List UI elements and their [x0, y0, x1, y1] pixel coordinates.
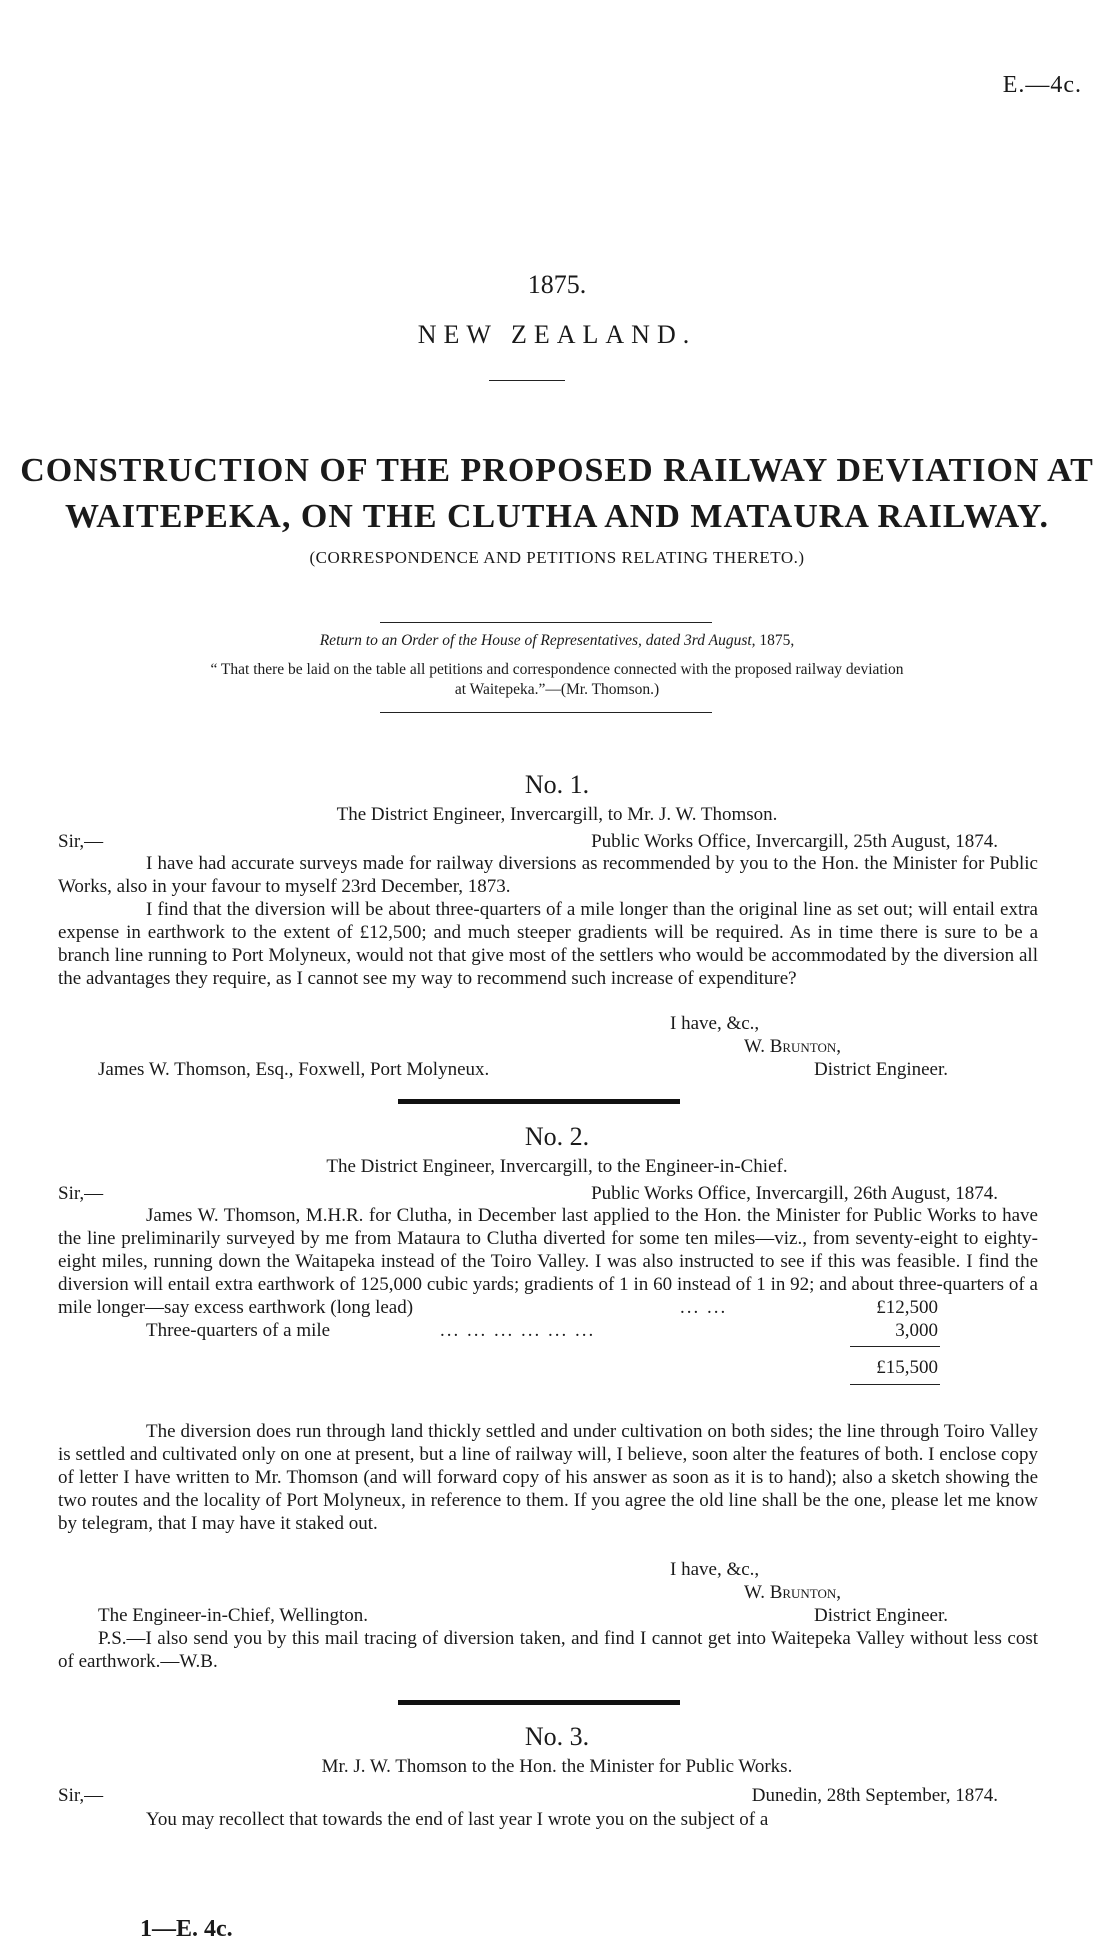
letter-1-place-date: Public Works Office, Invercargill, 25th August, 1874. — [591, 831, 998, 852]
letter-2-postscript: P.S.—I also send you by this mail tracing of diversion taken, and find I cannot get into Waitepeka Valley without less cost of earthwork.—W.B. — [58, 1628, 1038, 1672]
section-divider-2 — [398, 1700, 680, 1705]
divider-short — [489, 380, 565, 381]
letter-1-signer-title: District Engineer. — [814, 1059, 949, 1080]
letter-2-paragraph-1: James W. Thomson, M.H.R. for Clutha, in December last applied to the Hon. the Minister for Public Works to have the line preliminarily surveyed by me from Mataura to Clutha diverted for some ten miles—viz., from seventy-eight to eighty-eight miles, running down the Waitapeka instead of the Toiro Valley. I was also instructed to see if this was feasible. I find the diversion will entail extra earthwork of 125,000 cubic yards; gradients of 1 in 60 instead of 1 in 92; and about three-quarters of a mile longer—say excess earthwork (long lead) — [58, 1205, 1038, 1318]
letter-2-paragraph-2: The diversion does run through land thickly settled and under cultivation on both sides; the line through Toiro Valley is settled and cultivated only on one at present, but a line of railway will, I believe, soon alter the features of both. I enclose copy of letter I have written to Mr. Thomson (and will forward copy of his answer as soon as it is to hand); also a sketch showing the two routes and the locality of Port Molyneux, in reference to them. If you agree the old line shall be the one, please let me know by telegram, that I may have it staked out. — [58, 1421, 1038, 1534]
letter-1-closing: I have, &c., — [670, 1013, 760, 1034]
letter-3-from-to: Mr. J. W. Thomson to the Hon. the Minister for Public Works. — [321, 1756, 793, 1777]
letter-3-number: No. 3. — [524, 1722, 590, 1751]
country-heading: NEW ZEALAND. — [417, 320, 697, 349]
cost-row-2-label: Three-quarters of a mile — [146, 1320, 331, 1341]
section-divider-1 — [398, 1099, 680, 1104]
cost-total: £15,500 — [876, 1357, 938, 1378]
cost-row-1-leaders: ... ... — [680, 1297, 728, 1318]
cost-row-2-amount: 3,000 — [895, 1320, 938, 1341]
letter-2-place-date: Public Works Office, Invercargill, 26th August, 1874. — [591, 1183, 998, 1204]
document-title — [0, 448, 1114, 540]
title-line-1: CONSTRUCTION OF THE PROPOSED RAILWAY DEVIATION AT — [20, 452, 1094, 489]
return-order-line-1: Return to an Order of the House of Representatives, dated 3rd August, 1875, — [319, 632, 795, 649]
letter-2-number: No. 2. — [524, 1122, 590, 1151]
letter-1-from-to: The District Engineer, Invercargill, to Mr. J. W. Thomson. — [336, 804, 778, 825]
letter-3-place-date: Dunedin, 28th September, 1874. — [751, 1785, 998, 1806]
letter-1-number: No. 1. — [524, 770, 590, 799]
document-subtitle: (CORRESPONDENCE AND PETITIONS RELATING THERETO.) — [309, 548, 805, 567]
letter-1-addressee: James W. Thomson, Esq., Foxwell, Port Molyneux. — [98, 1059, 490, 1080]
page-reference: E.—4c. — [1002, 72, 1082, 98]
letter-2-signature: W. Brunton, — [744, 1582, 842, 1603]
letter-2-closing: I have, &c., — [670, 1559, 760, 1580]
letter-2-from-to: The District Engineer, Invercargill, to the Engineer-in-Chief. — [326, 1156, 788, 1177]
letter-3-salutation: Sir,— — [58, 1785, 104, 1806]
letter-2-signer-title: District Engineer. — [814, 1605, 949, 1626]
letter-2-salutation: Sir,— — [58, 1183, 104, 1204]
letter-1-paragraph-1: I have had accurate surveys made for railway diversions as recommended by you to the Hon. the Minister for Public Works, also in your favour to myself 23rd December, 1873. — [58, 853, 1038, 897]
title-line-2: WAITEPEKA, ON THE CLUTHA AND MATAURA RAILWAY. — [65, 498, 1049, 535]
letter-2-addressee: The Engineer-in-Chief, Wellington. — [98, 1605, 368, 1626]
divider-return-top — [380, 622, 712, 623]
divider-return-bottom — [380, 712, 712, 713]
footer-reference: 1—E. 4c. — [140, 1916, 233, 1942]
cost-row-1-amount: £12,500 — [876, 1297, 938, 1318]
sum-rule-top — [850, 1346, 940, 1347]
return-order-body — [0, 660, 1114, 700]
sum-rule-bottom — [850, 1384, 940, 1385]
letter-1-signature: W. Brunton, — [744, 1036, 842, 1057]
letter-3-paragraph-1: You may recollect that towards the end of last year I wrote you on the subject of a — [146, 1809, 769, 1830]
cost-row-2-leaders: ... ... ... ... ... ... — [440, 1320, 596, 1341]
return-order-line-2: “ That there be laid on the table all petitions and correspondence connected with the proposed railway deviation — [210, 661, 904, 678]
letter-1-paragraph-2: I find that the diversion will be about three-quarters of a mile longer than the original line as set out; will entail extra expense in earthwork to the extent of £12,500; and much steeper gradients will be required. As in time there is sure to be a branch line running to Port Molyneux, would not that give most of the settlers who would be accommodated by the diversion all the advantages they require, as I cannot see my way to recommend such increase of expenditure? — [58, 899, 1038, 989]
year-heading: 1875. — [527, 270, 587, 299]
letter-1-salutation: Sir,— — [58, 831, 104, 852]
return-order-line-3: at Waitepeka.”—(Mr. Thomson.) — [454, 681, 660, 698]
